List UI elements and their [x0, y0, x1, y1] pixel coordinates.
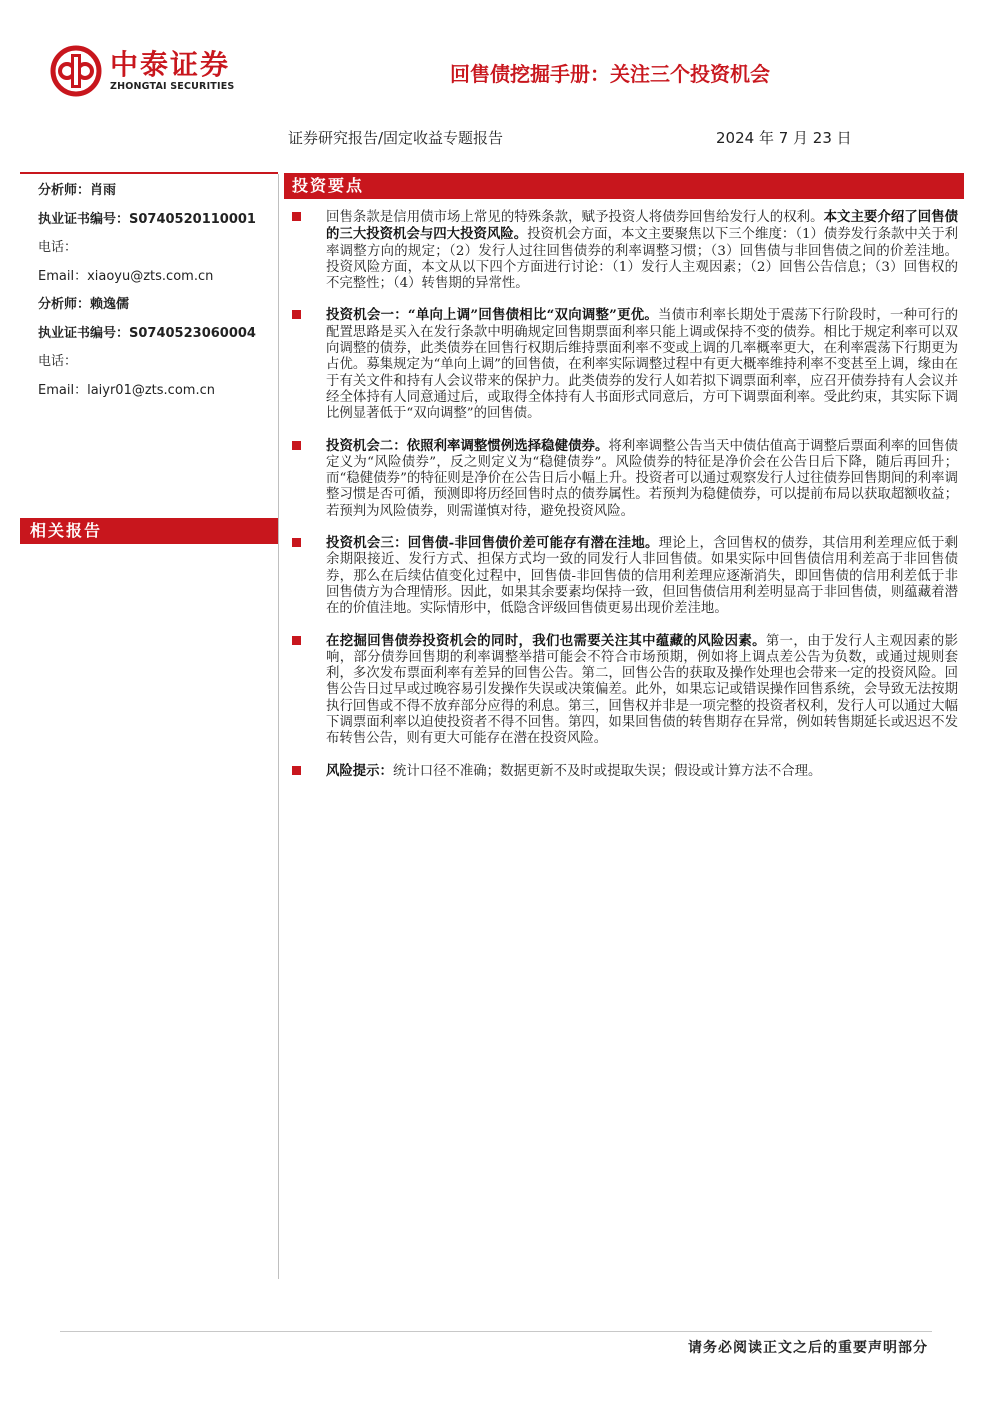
footer-rule — [60, 1331, 932, 1332]
key-points-header: 投资要点 — [284, 173, 964, 199]
logo-english-name: ZHONGTAI SECURITIES — [110, 81, 235, 92]
logo-chinese-name: 中泰证券 — [110, 48, 231, 81]
report-date: 2024 年 7 月 23 日 — [716, 129, 852, 147]
key-point: 回售条款是信用债市场上常见的特殊条款，赋予投资人将债券回售给发行人的权利。本文主要介绍了回售债的三大投资机会与四大投资风险。投资机会方面，本文主要聚焦以下三个维度：（1）债券发行条款中关于利率调整方向的规定；（2）发行人过往回售债券的利率调整习惯；（3）回售债与非回售债之间的价差洼地。投资风险方面，本文从以下四个方面进行讨论：（1）发行人主观因素；（2）回售公告信息；（3）回售权的不完整性；（4）转售期的异常性。 — [288, 209, 958, 292]
left-top-rule — [20, 172, 278, 174]
key-point: 投资机会二：依照利率调整惯例选择稳健债券。将利率调整公告当天中债估值高于调整后票面利率的回售债定义为“风险债券”，反之则定义为“稳健债券”。风险债券的特征是净价会在公告日后下降，随后再回升；而“稳健债券”的特征则是净价在公告日后小幅上升。投资者可以通过观察发行人过往债券回售期间的利率调整习惯是否可循，预测即将历经回售时点的债券属性。若预判为稳健债券，可以提前布局以获取超额收益；若预判为风险债券，则需谨慎对待，避免投资风险。 — [288, 438, 958, 520]
analyst-row: Email：laiyr01@zts.com.cn — [38, 382, 215, 398]
key-point: 投资机会一：“单向上调”回售债相比“双向调整”更优。当债市利率长期处于震荡下行阶段时，一种可行的配置思路是买入在发行条款中明确规定回售期票面利率只能上调或保持不变的债券。相比于规定利率可以双向调整的债券，此类债券在回售行权期后维持票面利率不变或上调的几率概率更大，在利率震荡下行期更为占优。募集规定为“单向上调”的回售债，在利率实际调整过程中有更大概率维持利率不变甚至上调，缘由在于有关文件和持有人会议带来的保护力。此类债券的发行人如若拟下调票面利率，应召开债券持有人会议并经全体持有人同意通过后，或取得全体持有人书面形式同意后，方可下调票面利率。受此约束，其实际下调比例显著低于“双向调整”的回售债。 — [288, 307, 958, 422]
related-reports-header: 相关报告 — [20, 518, 278, 544]
analyst-row: 电话： — [38, 240, 78, 255]
square-bullet-icon — [292, 310, 301, 319]
analyst-info — [38, 177, 278, 405]
report-type: 证券研究报告/固定收益专题报告 — [288, 129, 504, 147]
report-title: 回售债挖掘手册：关注三个投资机会 — [450, 62, 770, 86]
risk-warning: 风险提示：统计口径不准确；数据更新不及时或提取失误；假设或计算方法不合理。 — [288, 763, 958, 780]
square-bullet-icon — [292, 636, 301, 645]
footer-disclaimer-notice: 请务必阅读正文之后的重要声明部分 — [688, 1340, 928, 1356]
column-divider — [278, 174, 279, 1279]
square-bullet-icon — [292, 766, 301, 775]
analyst-row: 分析师：赖逸儒 — [38, 297, 130, 312]
analyst-row: 电话： — [38, 354, 78, 369]
company-logo — [50, 40, 270, 102]
square-bullet-icon — [292, 538, 301, 547]
analyst-row: Email：xiaoyu@zts.com.cn — [38, 268, 214, 284]
square-bullet-icon — [292, 441, 301, 450]
analyst-row: 执业证书编号：S0740520110001 — [38, 211, 256, 227]
zhongtai-logo-icon — [50, 45, 102, 97]
email-link[interactable]: xiaoyu@zts.com.cn — [87, 268, 214, 284]
key-point: 投资机会三：回售债-非回售债价差可能存有潜在洼地。理论上，含回售权的债券，其信用利差理应低于剩余期限接近、发行方式、担保方式均一致的同发行人非回售债。如果实际中回售债信用利差高于非回售债券，那么在后续估值变化过程中，回售债-非回售债的信用利差理应逐渐消失，即回售债的信用利差低于非回售债方为合理情形。因此，如果其余要素均保持一致，但回售债信用利差明显高于非回售债，则蕴藏着潜在的价值洼地。实际情形中，低隐含评级回售债更易出现价差洼地。 — [288, 535, 958, 617]
key-point: 在挖掘回售债券投资机会的同时，我们也需要关注其中蕴藏的风险因素。第一，由于发行人主观因素的影响，部分债券回售期的利率调整举措可能会不符合市场预期，例如将上调点差公告为负数，或通过规则套利，多次发布票面利率有差异的回售公告。第二，回售公告的获取及操作处理也会带来一定的投资风险。回售公告日过早或过晚容易引发操作失误或决策偏差。此外，如果忘记或错误操作回售系统，会导致无法按期执行回售或不得不放弃部分应得的利息。第三，回售权并非是一项完整的投资者权利，发行人可以通过大幅下调票面利率以迫使投资者不得不回售。第四，如果回售债的转售期存在异常，例如转售期延长或迟迟不发布转售公告，则有更大可能存在潜在投资风险。 — [288, 633, 958, 748]
square-bullet-icon — [292, 212, 301, 221]
key-points-list — [288, 209, 958, 795]
email-link[interactable]: laiyr01@zts.com.cn — [87, 382, 215, 398]
analyst-row: 执业证书编号：S0740523060004 — [38, 325, 256, 341]
analyst-row: 分析师：肖雨 — [38, 183, 117, 198]
